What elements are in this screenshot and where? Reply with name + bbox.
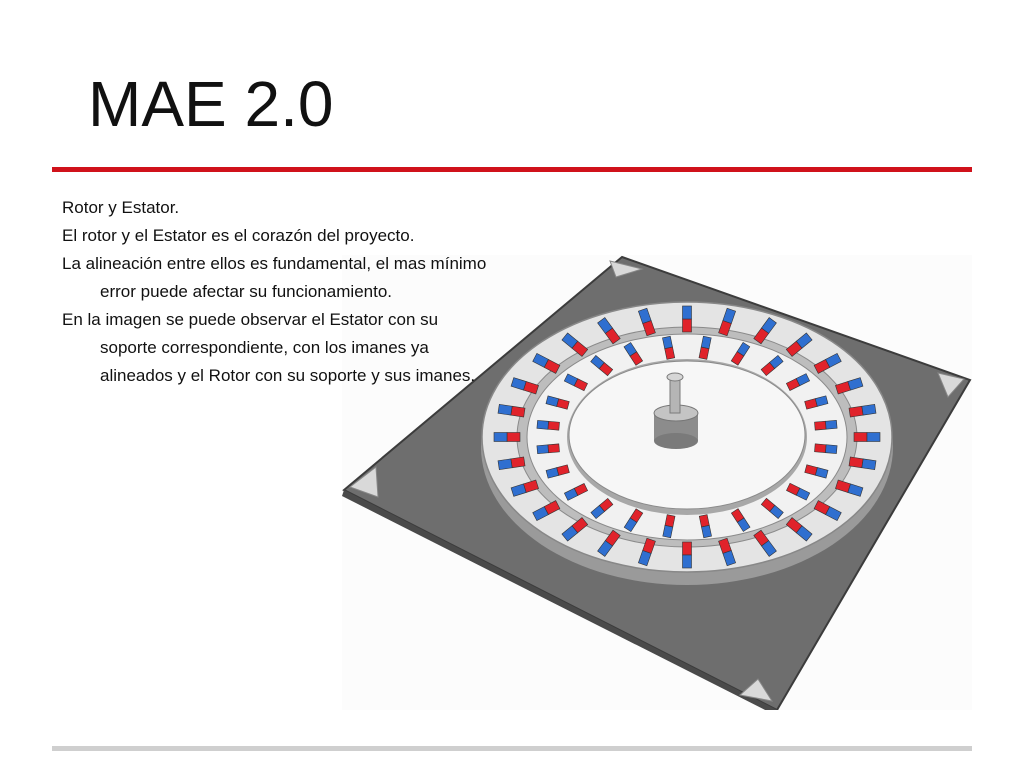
stator-magnet-north xyxy=(511,457,525,468)
paragraph-3: La alineación entre ellos es fundamental, el mas mínimo error puede afectar su funcionamiento. xyxy=(62,254,487,301)
stator-magnet-north xyxy=(683,542,692,555)
rotor-magnet xyxy=(814,420,837,430)
rotor-magnet xyxy=(815,444,838,454)
stator-magnet xyxy=(683,306,692,332)
paragraph-1: Rotor y Estator. xyxy=(62,198,180,217)
rotor-magnet-north xyxy=(814,421,826,430)
stator-magnet-north xyxy=(511,406,525,417)
rotor-magnet-south xyxy=(825,420,837,429)
stator-magnet-south xyxy=(862,459,876,470)
rotor-magnet-north xyxy=(815,444,827,453)
stator-magnet-south xyxy=(498,459,512,470)
shaft-cap xyxy=(667,373,683,381)
shaft xyxy=(670,377,680,413)
stator-magnet-south xyxy=(498,404,512,415)
rotor-magnet-north xyxy=(548,421,560,430)
paragraph-4: En la imagen se puede observar el Estator con su soporte correspondiente, con los imanes ya alineados y el Rotor con su soporte y sus imanes. xyxy=(62,310,476,385)
rotor-magnet-south xyxy=(825,445,837,454)
rotor-magnet xyxy=(537,444,560,454)
stator-magnet-north xyxy=(854,433,867,442)
title-divider xyxy=(52,167,972,172)
stator-magnet-north xyxy=(849,457,863,468)
rotor-magnet-north xyxy=(548,444,560,453)
paragraph-2: El rotor y el Estator es el corazón del proyecto. xyxy=(62,226,415,245)
stator-magnet-south xyxy=(494,433,507,442)
hub-bottom xyxy=(654,433,698,449)
stator-magnet-north xyxy=(507,433,520,442)
stator-magnet-south xyxy=(862,404,876,415)
slide-title: MAE 2.0 xyxy=(88,68,334,140)
rotor-magnet-south xyxy=(537,445,549,454)
stator-magnet xyxy=(683,542,692,568)
stator-magnet-south xyxy=(867,433,880,442)
rotor-magnet-south xyxy=(537,420,549,429)
stator-magnet-south xyxy=(683,555,692,568)
stator-magnet xyxy=(854,433,880,442)
stator-magnet xyxy=(494,433,520,442)
stator-magnet-south xyxy=(683,306,692,319)
body-text xyxy=(62,194,492,390)
stator-magnet-north xyxy=(849,406,863,417)
stator-magnet-north xyxy=(683,319,692,332)
rotor-magnet xyxy=(537,420,560,430)
footer-divider xyxy=(52,746,972,751)
